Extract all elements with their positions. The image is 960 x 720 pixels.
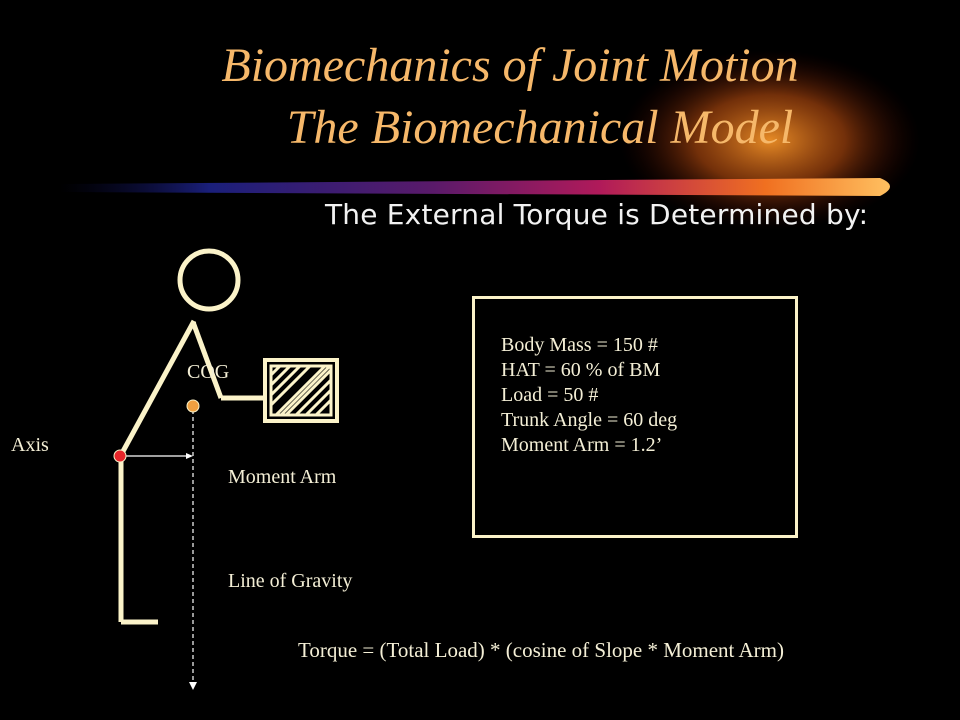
title-line-1: Biomechanics of Joint Motion [221,39,799,92]
head-circle [180,251,238,309]
cog-dot [187,400,199,412]
parameter-load: Load = 50 # [501,384,599,406]
parameter-hat: HAT = 60 % of BM [501,359,661,381]
axis-dot [114,450,126,462]
upper-arm-line [193,322,221,398]
cog-label: COG [187,361,230,383]
parameters-box [472,296,798,538]
moment-arm-arrowhead [186,453,193,459]
trunk-line [121,321,194,455]
parameter-moment-arm: Moment Arm = 1.2’ [501,434,663,456]
parameter-trunk-angle: Trunk Angle = 60 deg [501,409,678,431]
moment-arm-label: Moment Arm [228,466,337,488]
gravity-arrowhead [189,682,197,690]
axis-label: Axis [11,434,49,456]
title-line-2: The Biomechanical Model [286,101,794,154]
line-of-gravity-label: Line of Gravity [228,570,353,592]
torque-formula: Torque = (Total Load) * (cosine of Slope * Moment Arm) [298,638,784,662]
parameter-body-mass: Body Mass = 150 # [501,334,658,356]
subtitle: The External Torque is Determined by: [325,198,869,231]
parameters-list [501,333,677,458]
